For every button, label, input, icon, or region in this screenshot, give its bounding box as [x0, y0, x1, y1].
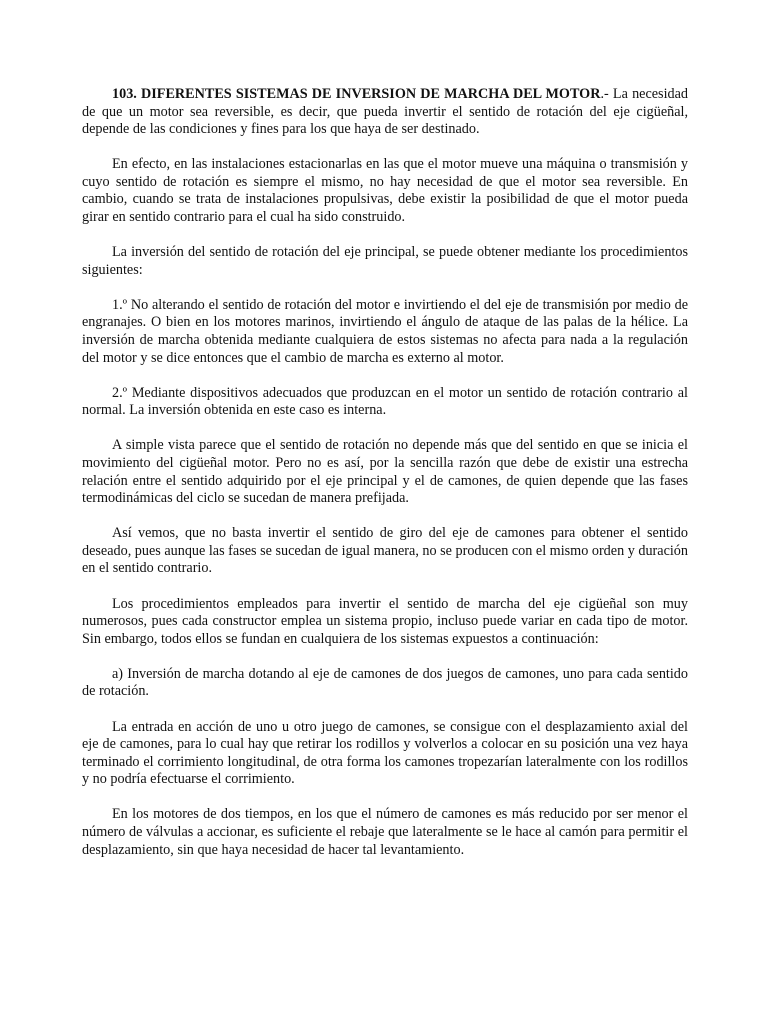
paragraph-10: En los motores de dos tiempos, en los que el número de camones es más reducido por ser menor el número de válvulas a accionar, es suficiente el rebaje que lateralmente se le hace al camón para permitir el desplazamiento, sin que haya necesidad de hacer tal levantamiento. — [82, 806, 688, 858]
paragraph-1: En efecto, en las instalaciones estacionarlas en las que el motor mueve una máquina o transmisión y cuyo sentido de rotación es siempre el mismo, no hay necesidad de que el motor sea reversible. En cambio, cuando se trata de instalaciones propulsivas, debe existir la posibilidad de que el motor pueda girar en sentido contrario para el cual ha sido construido. — [82, 156, 688, 226]
paragraph-4: 2.º Mediante dispositivos adecuados que produzcan en el motor un sentido de rotación contrario al normal. La inversión obtenida en este caso es interna. — [82, 384, 688, 419]
intro-text: .- La necesidad de que un motor sea reversible, es decir, que pueda invertir el sentido de rotación del eje cigüeñal, depende de las condiciones y fines para los que haya de ser destinado. — [82, 86, 688, 138]
intro-paragraph — [82, 86, 688, 139]
paragraph-6: Así vemos, que no basta invertir el sentido de giro del eje de camones para obtener el sentido deseado, pues aunque las fases se sucedan de igual manera, no se producen con el mismo orden y duración en el sentido contrario. — [82, 525, 688, 577]
document-page — [82, 86, 688, 877]
section-heading: 103. DIFERENTES SISTEMAS DE INVERSION DE MARCHA DEL MOTOR — [112, 86, 601, 102]
paragraph-2: La inversión del sentido de rotación del eje principal, se puede obtener mediante los procedimientos siguientes: — [82, 244, 688, 278]
paragraph-9: La entrada en acción de uno u otro juego de camones, se consigue con el desplazamiento axial del eje de camones, para lo cual hay que retirar los rodillos y volverlos a colocar en su posición una vez haya terminado el corrimiento longitudinal, de otra forma los camones tropezarían lateralmente con los rodillos y no podría efectuarse el corrimiento. — [82, 718, 688, 788]
paragraph-8: a) Inversión de marcha dotando al eje de camones de dos juegos de camones, uno para cada sentido de rotación. — [82, 665, 688, 700]
paragraph-7: Los procedimientos empleados para invertir el sentido de marcha del eje cigüeñal son muy numerosos, pues cada constructor emplea un sistema propio, incluso puede variar en cada tipo de motor. Sin embargo, todos ellos se fundan en cualquiera de los sistemas expuestos a continuación: — [82, 595, 688, 647]
paragraph-5: A simple vista parece que el sentido de rotación no depende más que del sentido en que se inicia el movimiento del cigüeñal motor. Pero no es así, por la sencilla razón que debe de existir una estrecha relación entre el sentido adquirido por el eje principal y el de camones, de quien depende que las fases termodinámicas del ciclo se sucedan de manera prefijada. — [82, 437, 688, 507]
paragraph-3: 1.º No alterando el sentido de rotación del motor e invirtiendo el del eje de transmisión por medio de engranajes. O bien en los motores marinos, invirtiendo el ángulo de ataque de las palas de la hélice. La inversión de marcha obtenida mediante cualquiera de estos sistemas no afecta para nada a la regulación del motor y se dice entonces que el cambio de marcha es externo al motor. — [82, 296, 688, 366]
